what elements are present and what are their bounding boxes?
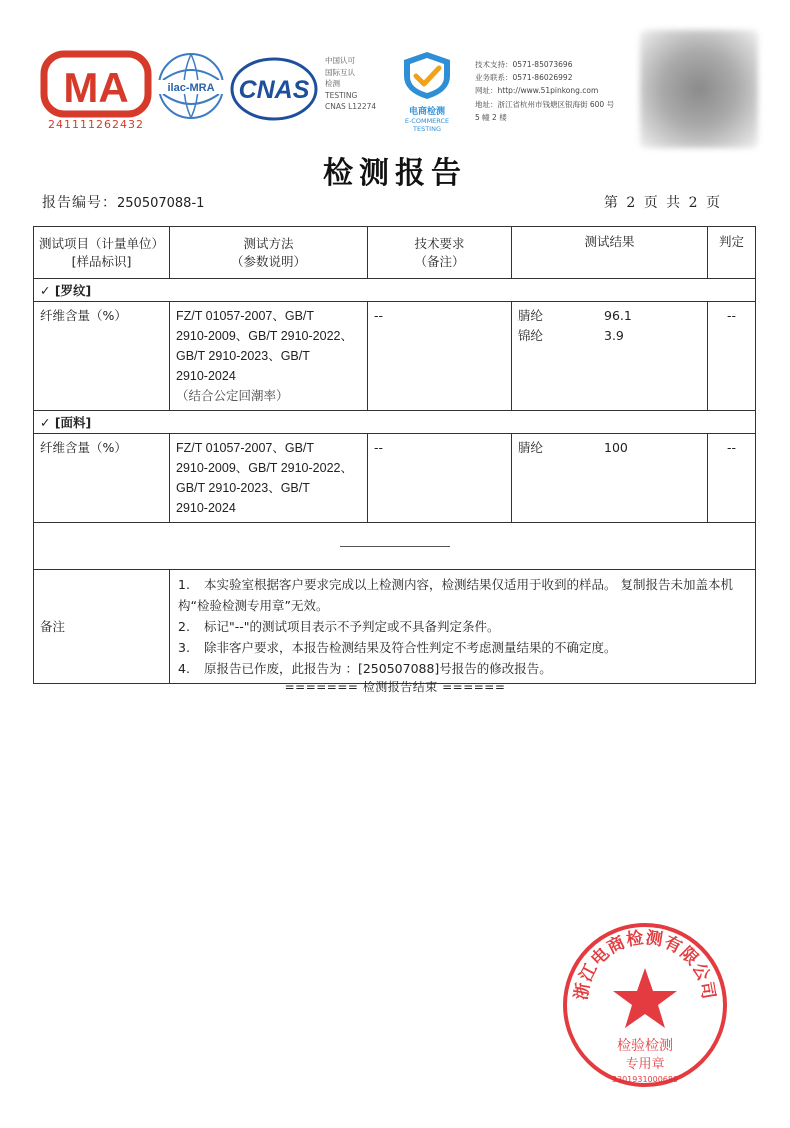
remark-item <box>178 574 747 616</box>
method-line: FZ/T 01057-2007、GB/T <box>176 441 315 455</box>
svg-text:3301931000689: 3301931000689 <box>611 1075 679 1084</box>
section-row-fabric <box>34 411 756 434</box>
remark-text: 标记"--"的测试项目表示不予判定或不具备判定条件。 <box>204 619 500 634</box>
svg-text:检验检测: 检验检测 <box>617 1038 673 1054</box>
report-number-label: 报告编号： <box>42 195 117 211</box>
report-number <box>42 192 204 212</box>
remark-number: 4. <box>178 661 190 676</box>
section-label: ✓ [罗纹] <box>34 279 756 302</box>
remark-number: 3. <box>178 640 190 655</box>
report-header <box>0 0 790 150</box>
fiber-name: 腈纶 <box>518 308 544 323</box>
requirement-cell: -- <box>368 302 512 411</box>
recog-line: 国际互认 <box>325 67 355 77</box>
ecom-en: E-COMMERCE TESTING <box>404 117 450 133</box>
result-line <box>518 326 701 346</box>
contact-line: 业务联系：0571-86026992 <box>475 73 573 83</box>
remark-item <box>178 637 747 658</box>
header-text: （备注） <box>414 253 465 269</box>
remark-item <box>178 616 747 637</box>
method-line: FZ/T 01057-2007、GB/T <box>176 309 315 323</box>
divider-line <box>340 546 450 547</box>
remarks-list <box>170 570 756 684</box>
section-row-rib <box>34 279 756 302</box>
svg-text:浙江电商检测有限公司: 浙江电商检测有限公司 <box>571 928 719 1002</box>
svg-text:ilac-MRA: ilac-MRA <box>167 82 215 94</box>
results-table <box>33 226 756 684</box>
fiber-value: 3.9 <box>604 328 624 343</box>
header-method <box>170 227 368 279</box>
method-line: 2910-2009、GB/T 2910-2022、 <box>176 329 353 343</box>
method-line: 2910-2024 <box>176 369 236 383</box>
remark-text: 除非客户要求，本报告检测结果及符合性判定不考虑测量结果的不确定度。 <box>204 640 617 655</box>
table-row <box>34 434 756 523</box>
blank-row <box>34 523 756 570</box>
method-line: 2910-2024 <box>176 501 236 515</box>
header-text: 测试结果 <box>584 234 635 249</box>
cnas-logo <box>230 54 318 124</box>
fiber-value: 96.1 <box>604 308 632 323</box>
method-line: GB/T 2910-2023、GB/T <box>176 349 310 363</box>
method-cell <box>170 302 368 411</box>
judgement-cell: -- <box>708 302 756 411</box>
contact-line: 网址：http://www.51pinkong.com <box>475 86 599 96</box>
header-text: （参数说明） <box>230 253 306 269</box>
contact-line: 地址：浙江省杭州市钱塘区银海街 600 号 <box>475 99 615 109</box>
item-cell: 纤维含量（%） <box>34 434 170 523</box>
recog-line: CNAS L12274 <box>325 102 377 111</box>
shield-check-icon <box>392 50 462 100</box>
recog-line: 中国认可 <box>325 56 355 65</box>
divider-cell <box>34 523 756 570</box>
judgement-cell: -- <box>708 434 756 523</box>
recog-line: 检测 <box>325 79 340 88</box>
method-cell <box>170 434 368 523</box>
table-header-row <box>34 227 756 279</box>
remarks-label: 备注 <box>34 570 170 684</box>
item-cell: 纤维含量（%） <box>34 302 170 411</box>
result-cell <box>512 302 708 411</box>
fiber-name: 腈纶 <box>518 440 544 455</box>
remark-text: 原报告已作废，此报告为 ：[250507088]号报告的修改报告。 <box>204 661 552 676</box>
remark-item <box>178 658 747 679</box>
header-judgement <box>708 227 756 279</box>
ecommerce-testing-logo <box>392 50 462 133</box>
recognition-text <box>325 55 376 113</box>
method-line: 2910-2009、GB/T 2910-2022、 <box>176 461 353 475</box>
remark-text: 本实验室根据客户要求完成以上检测内容，检测结果仅适用于收到的样品。 复制报告未加盖本机构“检验检测专用章”无效。 <box>178 577 733 613</box>
ilac-mra-logo <box>155 50 227 122</box>
cma-number: 241111262432 <box>48 118 144 131</box>
header-requirement <box>368 227 512 279</box>
result-cell <box>512 434 708 523</box>
contact-info <box>475 58 614 124</box>
svg-text:MA: MA <box>63 64 129 111</box>
contact-line: 5 幢 2 楼 <box>475 112 507 122</box>
method-note: （结合公定回潮率） <box>176 389 289 403</box>
header-text: 测试方法 <box>243 235 294 251</box>
remarks-row <box>34 570 756 684</box>
contact-line: 技术支持：0571-85073696 <box>475 60 573 69</box>
result-line <box>518 306 701 326</box>
svg-text:专用章: 专用章 <box>625 1057 665 1072</box>
method-line: GB/T 2910-2023、GB/T <box>176 481 310 495</box>
report-title: 检测报告 <box>323 156 467 191</box>
recog-line: TESTING <box>325 90 358 100</box>
requirement-cell: -- <box>368 434 512 523</box>
report-number-value: 250507088-1 <box>117 196 205 211</box>
header-result <box>512 227 708 279</box>
fiber-value: 100 <box>604 440 628 455</box>
header-text: 技术要求 <box>414 235 465 251</box>
header-text: 判定 <box>718 234 744 249</box>
remark-number: 1. <box>178 577 190 592</box>
ecom-cn: 电商检测 <box>408 107 445 117</box>
table-row <box>34 302 756 411</box>
remark-number: 2. <box>178 619 190 634</box>
report-end-marker: ======= 检测报告结束 ====== <box>284 680 506 694</box>
header-item <box>34 227 170 279</box>
header-text: 测试项目（计量单位） <box>38 235 164 251</box>
fiber-name: 锦纶 <box>518 328 544 343</box>
page-info: 第 2 页 共 2 页 <box>603 195 722 211</box>
header-text: [样品标识] <box>71 253 132 269</box>
blurred-qr-code <box>640 30 758 148</box>
section-label: ✓ [面料] <box>34 411 756 434</box>
svg-text:CNAS: CNAS <box>238 76 310 104</box>
result-line <box>518 438 701 458</box>
official-seal-stamp <box>560 920 730 1090</box>
